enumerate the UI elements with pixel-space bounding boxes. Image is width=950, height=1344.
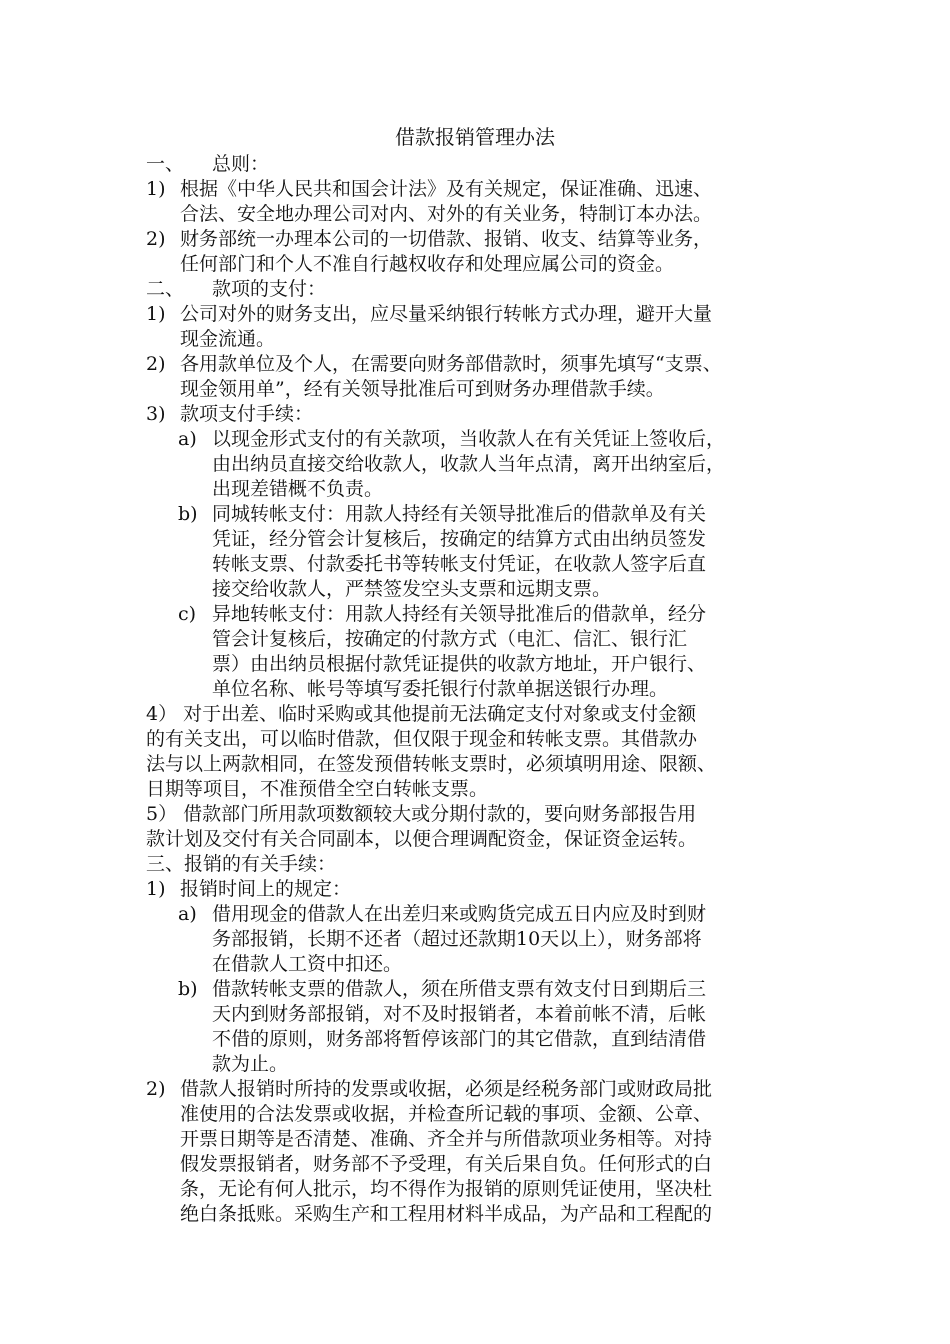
list-item xyxy=(146,877,351,902)
sub-item-text-continued: 票）由出纳员根据付款凭证提供的收款方地址，开户银行、 xyxy=(212,653,707,675)
list-item xyxy=(146,227,712,252)
sub-item-label: a) xyxy=(178,428,197,450)
item-label: 2) xyxy=(146,1078,166,1100)
item-text-continued: 假发票报销者，财务部不予受理，有关后果自负。任何形式的白 xyxy=(180,1153,713,1175)
sub-item-text-continued: 单位名称、帐号等填写委托银行付款单据送银行办理。 xyxy=(212,678,669,700)
item-label: 2) xyxy=(146,353,166,375)
sub-item xyxy=(178,502,706,527)
sub-item-label: b) xyxy=(178,503,198,525)
sub-item-text: 以现金形式支付的有关款项，当收款人在有关凭证上签收后， xyxy=(212,428,726,450)
item-text: 款项支付手续： xyxy=(180,403,314,425)
section-heading-reimbursement: 三、报销的有关手续： xyxy=(146,853,337,875)
item-text-continued: 准使用的合法发票或收据，并检查所记载的事项、金额、公章、 xyxy=(180,1103,713,1125)
item-text: 报销时间上的规定： xyxy=(180,878,352,900)
list-item xyxy=(146,352,722,377)
sub-item xyxy=(178,427,725,452)
sub-item-label: a) xyxy=(178,903,197,925)
sub-item xyxy=(178,902,706,927)
paragraph-line: 日期等项目，不准预借全空白转帐支票。 xyxy=(146,778,489,800)
sub-item-text: 借款转帐支票的借款人，须在所借支票有效支付日到期后三 xyxy=(212,978,707,1000)
list-item xyxy=(146,402,313,427)
sub-item-text: 异地转帐支付：用款人持经有关领导批准后的借款单，经分 xyxy=(212,603,707,625)
item-text-continued: 现金领用单”，经有关领导批准后可到财务办理借款手续。 xyxy=(180,378,665,400)
item-text-continued: 合法、安全地办理公司对内、对外的有关业务，特制订本办法。 xyxy=(180,203,713,225)
paragraph-line: 4） 对于出差、临时采购或其他提前无法确定支付对象或支付金额 xyxy=(146,703,697,725)
sub-item-text-continued: 务部报销，长期不还者（超过还款期10天以上），财务部将 xyxy=(212,928,702,950)
item-label: 1) xyxy=(146,303,166,325)
section-heading-general xyxy=(146,152,269,177)
sub-item xyxy=(178,602,706,627)
sub-item-label: c) xyxy=(178,603,197,625)
sub-item-text-continued: 在借款人工资中扣还。 xyxy=(212,953,403,975)
item-text: 根据《中华人民共和国会计法》及有关规定，保证准确、迅速、 xyxy=(180,178,713,200)
sub-item-label: b) xyxy=(178,978,198,1000)
sub-item xyxy=(178,977,706,1002)
sub-item-text-continued: 凭证，经分管会计复核后，按确定的结算方式由出纳员签发 xyxy=(212,528,707,550)
item-text-continued: 现金流通。 xyxy=(180,328,276,350)
sub-item-text: 同城转帐支付：用款人持经有关领导批准后的借款单及有关 xyxy=(212,503,707,525)
item-label: 3) xyxy=(146,403,166,425)
item-text: 借款人报销时所持的发票或收据，必须是经税务部门或财政局批 xyxy=(180,1078,713,1100)
item-text: 公司对外的财务支出，应尽量采纳银行转帐方式办理，避开大量 xyxy=(180,303,713,325)
item-text: 财务部统一办理本公司的一切借款、报销、收支、结算等业务， xyxy=(180,228,713,250)
sub-item-text-continued: 天内到财务部报销，对不及时报销者，本着前帐不清，后帐 xyxy=(212,1003,707,1025)
sub-item-text-continued: 由出纳员直接交给收款人，收款人当年点清，离开出纳室后， xyxy=(212,453,726,475)
item-label: 2) xyxy=(146,228,166,250)
item-text-continued: 任何部门和个人不准自行越权收存和处理应属公司的资金。 xyxy=(180,253,675,275)
paragraph-line: 法与以上两款相同，在签发预借转帐支票时，必须填明用途、限额、 xyxy=(146,753,717,775)
sub-item-text-continued: 管会计复核后，按确定的付款方式（电汇、信汇、银行汇 xyxy=(212,628,688,650)
section-heading-payment xyxy=(146,277,326,302)
item-text-continued: 条，无论有何人批示，均不得作为报销的原则凭证使用，坚决杜 xyxy=(180,1178,713,1200)
item-text-continued: 绝白条抵账。采购生产和工程用材料半成品，为产品和工程配的 xyxy=(180,1203,713,1225)
document-title: 借款报销管理办法 xyxy=(395,125,555,149)
section-number: 二、 xyxy=(146,278,185,300)
sub-item-text: 借用现金的借款人在出差归来或购货完成五日内应及时到财 xyxy=(212,903,707,925)
sub-item-text-continued: 不借的原则，财务部将暂停该部门的其它借款，直到结清借 xyxy=(212,1028,707,1050)
sub-item-text-continued: 出现差错概不负责。 xyxy=(212,478,384,500)
sub-item-text-continued: 款为止。 xyxy=(212,1053,289,1075)
section-number: 一、 xyxy=(146,153,185,175)
sub-item-text-continued: 转帐支票、付款委托书等转帐支付凭证，在收款人签字后直 xyxy=(212,553,707,575)
list-item xyxy=(146,177,712,202)
list-item xyxy=(146,1077,712,1102)
item-label: 1) xyxy=(146,878,166,900)
list-item xyxy=(146,302,712,327)
paragraph-line: 款计划及交付有关合同副本，以便合理调配资金，保证资金运转。 xyxy=(146,828,698,850)
item-text-continued: 开票日期等是否清楚、准确、齐全并与所借款项业务相等。对持 xyxy=(180,1128,713,1150)
paragraph-line: 的有关支出，可以临时借款，但仅限于现金和转帐支票。其借款办 xyxy=(146,728,698,750)
sub-item-text-continued: 接交给收款人，严禁签发空头支票和远期支票。 xyxy=(212,578,612,600)
section-title: 总则： xyxy=(212,153,270,175)
item-text: 各用款单位及个人，在需要向财务部借款时，须事先填写“支票、 xyxy=(180,353,722,375)
section-title: 款项的支付： xyxy=(212,278,327,300)
item-label: 1) xyxy=(146,178,166,200)
paragraph-line: 5） 借款部门所用款项数额较大或分期付款的，要向财务部报告用 xyxy=(146,803,697,825)
